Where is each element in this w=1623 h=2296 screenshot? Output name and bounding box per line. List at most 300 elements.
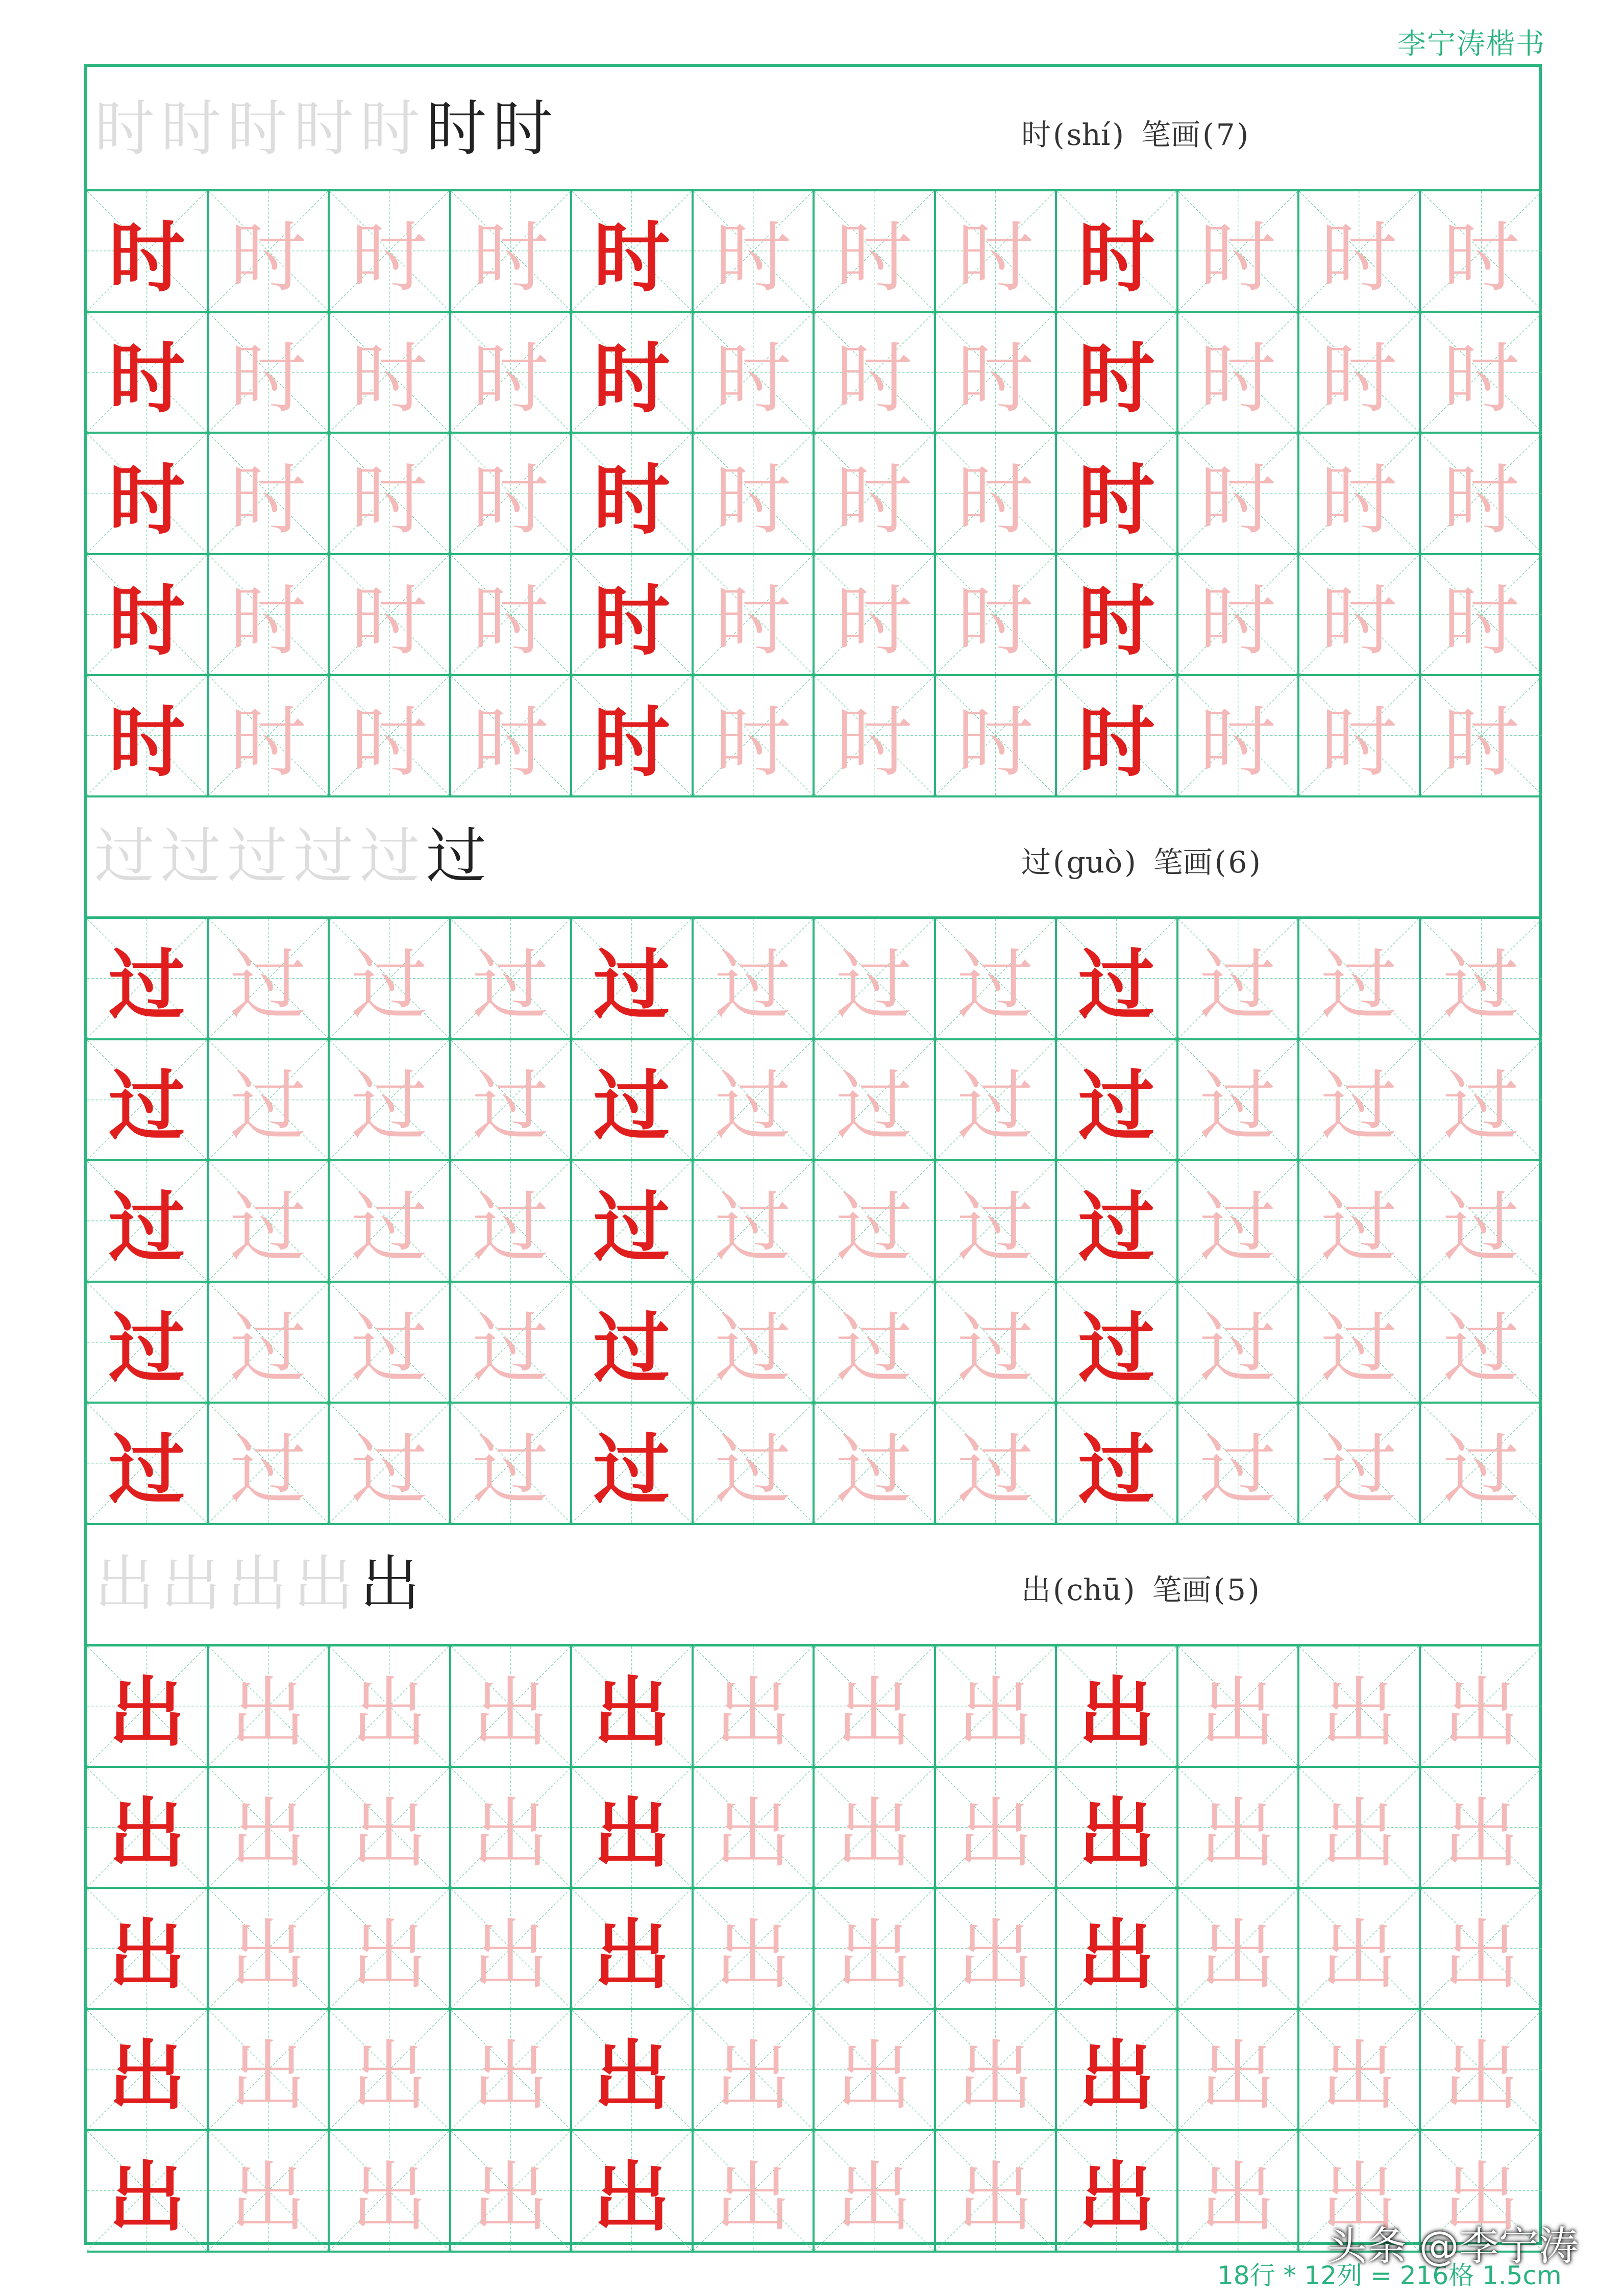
trace-character: 过	[351, 941, 428, 1030]
trace-character: 时	[835, 213, 913, 303]
practice-cell[interactable]	[87, 313, 209, 434]
practice-cell[interactable]	[1299, 313, 1421, 434]
trace-character: 时	[351, 335, 428, 424]
practice-cell[interactable]	[87, 1889, 209, 2010]
practice-cell[interactable]	[1421, 1768, 1542, 1889]
practice-cell[interactable]	[451, 2131, 573, 2253]
model-character: 过	[1078, 1062, 1155, 1152]
model-character: 过	[1078, 941, 1155, 1030]
trace-character: 时	[835, 577, 913, 666]
practice-cell[interactable]	[1178, 191, 1300, 313]
practice-cell[interactable]	[451, 1404, 573, 1525]
practice-cell[interactable]	[1178, 1161, 1300, 1283]
trace-character: 时	[957, 335, 1034, 424]
trace-character: 过	[472, 1062, 549, 1152]
model-character: 出	[1078, 1911, 1155, 2000]
trace-character: 出	[230, 1668, 307, 1758]
trace-character: 时	[1320, 577, 1397, 666]
practice-cell[interactable]	[694, 1646, 815, 1768]
practice-cell[interactable]	[1178, 2010, 1300, 2132]
model-character: 时	[593, 456, 670, 545]
practice-cell[interactable]	[451, 1283, 573, 1404]
practice-cell[interactable]	[1421, 1161, 1542, 1283]
practice-cell[interactable]	[330, 1889, 451, 2010]
practice-cell[interactable]	[87, 1283, 209, 1404]
practice-cell[interactable]	[815, 434, 936, 555]
practice-cell[interactable]	[1299, 434, 1421, 555]
practice-cell[interactable]	[1299, 1646, 1421, 1768]
practice-cell[interactable]	[815, 1768, 936, 1889]
trace-character: 时	[351, 456, 428, 545]
trace-character: 时	[835, 335, 913, 424]
practice-cell[interactable]	[451, 1768, 573, 1889]
practice-cell[interactable]	[936, 1889, 1058, 2010]
practice-cell[interactable]	[815, 191, 936, 313]
section-header	[87, 1522, 1539, 1646]
practice-cell[interactable]	[330, 434, 451, 555]
practice-cell[interactable]	[936, 1646, 1058, 1768]
trace-character: 过	[230, 1305, 307, 1394]
trace-character: 过	[1443, 1426, 1520, 1515]
practice-cell[interactable]	[1421, 1646, 1542, 1768]
practice-cell[interactable]	[330, 313, 451, 434]
practice-cell[interactable]	[1299, 555, 1421, 677]
practice-cell[interactable]	[936, 313, 1058, 434]
practice-cell[interactable]	[1299, 1404, 1421, 1525]
stroke-count: 5	[1227, 1573, 1246, 1607]
trace-character: 出	[472, 2032, 549, 2122]
model-character: 过	[108, 941, 185, 1030]
trace-character: 时	[1199, 335, 1276, 424]
practice-cell[interactable]	[209, 676, 330, 797]
practice-cell[interactable]	[815, 919, 936, 1040]
practice-cell[interactable]	[1421, 1283, 1542, 1404]
practice-cell[interactable]	[1057, 919, 1178, 1040]
practice-cell[interactable]	[87, 1161, 209, 1283]
strokes-label: 笔画	[1141, 117, 1200, 152]
trace-character: 时	[835, 698, 913, 787]
trace-character: 出	[957, 1911, 1034, 2000]
trace-character: 时	[472, 698, 549, 787]
trace-character: 出	[715, 1911, 792, 2000]
trace-character: 出	[351, 2032, 428, 2122]
practice-cell[interactable]	[1057, 2131, 1178, 2253]
practice-cell[interactable]	[451, 313, 573, 434]
trace-character: 时	[1199, 577, 1276, 666]
section-shi	[87, 67, 1539, 794]
pinyin: shí	[1066, 117, 1111, 152]
practice-cell[interactable]	[1057, 1040, 1178, 1162]
practice-cell[interactable]	[451, 434, 573, 555]
trace-character: 过	[1443, 1062, 1520, 1152]
practice-cell[interactable]	[572, 1404, 694, 1525]
stroke-order-row	[91, 1545, 423, 1622]
pinyin: chū	[1066, 1573, 1121, 1607]
practice-cell[interactable]	[815, 313, 936, 434]
trace-character: 出	[351, 2153, 428, 2242]
practice-cell[interactable]	[572, 434, 694, 555]
practice-cell[interactable]	[1057, 313, 1178, 434]
trace-character: 过	[1199, 1305, 1276, 1394]
practice-cell[interactable]	[209, 555, 330, 677]
practice-cell[interactable]	[330, 555, 451, 677]
trace-character: 出	[835, 1790, 913, 1879]
practice-cell[interactable]	[572, 555, 694, 677]
trace-character: 过	[1320, 1062, 1397, 1152]
practice-cell[interactable]	[209, 1161, 330, 1283]
section-guo	[87, 794, 1539, 1522]
practice-cell[interactable]	[815, 1404, 936, 1525]
stroke-step: 过	[160, 821, 221, 891]
practice-cell[interactable]	[936, 1161, 1058, 1283]
stroke-step: 出	[359, 1549, 420, 1619]
trace-character: 过	[957, 1305, 1034, 1394]
trace-character: 出	[230, 1911, 307, 2000]
practice-cell[interactable]	[1178, 313, 1300, 434]
trace-character: 过	[715, 1426, 792, 1515]
trace-character: 时	[351, 577, 428, 666]
practice-cell[interactable]	[572, 2010, 694, 2132]
trace-character: 时	[835, 456, 913, 545]
practice-sheet	[84, 64, 1542, 2245]
trace-character: 过	[957, 941, 1034, 1030]
practice-cell[interactable]	[694, 919, 815, 1040]
trace-character: 出	[957, 1790, 1034, 1879]
stroke-step: 过	[227, 821, 287, 891]
practice-cell[interactable]	[1421, 919, 1542, 1040]
trace-character: 出	[351, 1790, 428, 1879]
practice-cell[interactable]	[1057, 434, 1178, 555]
model-character: 出	[593, 1911, 670, 2000]
practice-cell[interactable]	[1299, 191, 1421, 313]
practice-cell[interactable]	[87, 434, 209, 555]
trace-character: 出	[1320, 1790, 1397, 1879]
practice-cell[interactable]	[330, 1161, 451, 1283]
practice-cell[interactable]	[451, 2010, 573, 2132]
practice-cell[interactable]	[330, 676, 451, 797]
practice-cell[interactable]	[572, 313, 694, 434]
trace-character: 出	[957, 2032, 1034, 2122]
practice-cell[interactable]	[694, 1161, 815, 1283]
stroke-step: 过	[426, 821, 486, 891]
stroke-count: 7	[1216, 117, 1235, 152]
trace-character: 过	[1199, 1062, 1276, 1152]
practice-cell[interactable]	[209, 2010, 330, 2132]
practice-cell[interactable]	[1057, 1161, 1178, 1283]
practice-cell[interactable]	[209, 313, 330, 434]
practice-cell[interactable]	[451, 1040, 573, 1162]
model-character: 过	[593, 1062, 670, 1152]
practice-cell[interactable]	[451, 1646, 573, 1768]
practice-cell[interactable]	[451, 1161, 573, 1283]
char-info: 过 ( guò ) 笔画 ( 6 )	[1021, 838, 1261, 881]
stroke-order-row	[91, 90, 556, 167]
practice-cell[interactable]	[87, 1646, 209, 1768]
practice-cell[interactable]	[936, 1404, 1058, 1525]
trace-character: 出	[1443, 1911, 1520, 2000]
trace-character: 时	[1320, 335, 1397, 424]
practice-cell[interactable]	[1057, 1768, 1178, 1889]
trace-character: 过	[1443, 941, 1520, 1030]
practice-cell[interactable]	[1057, 1646, 1178, 1768]
practice-cell[interactable]	[1178, 434, 1300, 555]
practice-cell[interactable]	[1421, 313, 1542, 434]
trace-character: 过	[835, 941, 913, 1030]
practice-cell[interactable]	[209, 434, 330, 555]
practice-cell[interactable]	[1299, 2010, 1421, 2132]
model-character: 出	[108, 2153, 185, 2242]
stroke-step: 出	[227, 1549, 287, 1619]
practice-cell[interactable]	[209, 1889, 330, 2010]
practice-cell[interactable]	[815, 2131, 936, 2253]
practice-cell[interactable]	[1178, 676, 1300, 797]
practice-cell[interactable]	[87, 1768, 209, 1889]
practice-cell[interactable]	[694, 2131, 815, 2253]
practice-cell[interactable]	[694, 191, 815, 313]
trace-character: 时	[230, 335, 307, 424]
trace-character: 出	[472, 1668, 549, 1758]
practice-cell[interactable]	[694, 1889, 815, 2010]
trace-character: 出	[1320, 1911, 1397, 2000]
practice-cell[interactable]	[87, 1404, 209, 1525]
practice-cell[interactable]	[815, 1161, 936, 1283]
stroke-step: 时	[94, 93, 155, 164]
practice-cell[interactable]	[572, 1889, 694, 2010]
practice-cell[interactable]	[1421, 1889, 1542, 2010]
practice-cell[interactable]	[330, 2131, 451, 2253]
practice-cell[interactable]	[694, 1283, 815, 1404]
practice-cell[interactable]	[1178, 1889, 1300, 2010]
practice-cell[interactable]	[694, 1768, 815, 1889]
trace-character: 出	[1443, 2032, 1520, 2122]
practice-cell[interactable]	[1299, 676, 1421, 797]
practice-cell[interactable]	[209, 1646, 330, 1768]
practice-cell[interactable]	[209, 919, 330, 1040]
trace-character: 过	[1320, 1183, 1397, 1272]
practice-cell[interactable]	[451, 676, 573, 797]
practice-cell[interactable]	[209, 1283, 330, 1404]
model-character: 过	[1078, 1305, 1155, 1394]
model-character: 时	[108, 456, 185, 545]
practice-cell[interactable]	[936, 919, 1058, 1040]
practice-cell[interactable]	[330, 919, 451, 1040]
trace-character: 出	[715, 2153, 792, 2242]
stroke-step: 时	[293, 93, 354, 164]
practice-cell[interactable]	[330, 191, 451, 313]
trace-character: 过	[230, 1183, 307, 1272]
practice-cell[interactable]	[572, 1161, 694, 1283]
trace-character: 时	[715, 335, 792, 424]
practice-cell[interactable]	[936, 2131, 1058, 2253]
practice-cell[interactable]	[694, 676, 815, 797]
trace-character: 出	[835, 1911, 913, 2000]
char-info: 时 ( shí ) 笔画 ( 7 )	[1021, 111, 1248, 154]
model-character: 过	[1078, 1426, 1155, 1515]
practice-cell[interactable]	[1299, 1889, 1421, 2010]
practice-cell[interactable]	[572, 1283, 694, 1404]
practice-cell[interactable]	[815, 1646, 936, 1768]
trace-character: 时	[472, 577, 549, 666]
practice-cell[interactable]	[1299, 919, 1421, 1040]
practice-cell[interactable]	[572, 919, 694, 1040]
practice-cell[interactable]	[87, 676, 209, 797]
practice-cell[interactable]	[694, 434, 815, 555]
trace-character: 时	[1199, 213, 1276, 303]
trace-character: 出	[1320, 2032, 1397, 2122]
practice-cell[interactable]	[1057, 1404, 1178, 1525]
practice-cell[interactable]	[572, 676, 694, 797]
practice-cell[interactable]	[87, 1040, 209, 1162]
trace-character: 时	[1443, 577, 1520, 666]
trace-character: 时	[715, 456, 792, 545]
practice-cell[interactable]	[1178, 555, 1300, 677]
practice-cell[interactable]	[936, 2010, 1058, 2132]
practice-cell[interactable]	[330, 1768, 451, 1889]
trace-character: 时	[230, 698, 307, 787]
practice-cell[interactable]	[1299, 1768, 1421, 1889]
practice-cell[interactable]	[815, 1283, 936, 1404]
practice-cell[interactable]	[572, 1768, 694, 1889]
trace-character: 时	[1199, 456, 1276, 545]
strokes-label: 笔画	[1152, 1573, 1212, 1607]
model-character: 时	[108, 698, 185, 787]
practice-cell[interactable]	[936, 676, 1058, 797]
practice-cell[interactable]	[936, 555, 1058, 677]
practice-cell[interactable]	[451, 191, 573, 313]
trace-character: 过	[230, 1426, 307, 1515]
trace-character: 过	[957, 1426, 1034, 1515]
stroke-step: 时	[359, 93, 420, 164]
practice-cell[interactable]	[451, 555, 573, 677]
practice-cell[interactable]	[815, 1889, 936, 2010]
model-character: 过	[108, 1426, 185, 1515]
practice-cell[interactable]	[451, 919, 573, 1040]
practice-cell[interactable]	[694, 313, 815, 434]
practice-cell[interactable]	[1178, 1040, 1300, 1162]
practice-cell[interactable]	[1421, 555, 1542, 677]
trace-character: 过	[957, 1183, 1034, 1272]
practice-cell[interactable]	[694, 1040, 815, 1162]
practice-cell[interactable]	[936, 1768, 1058, 1889]
trace-character: 出	[1199, 2153, 1276, 2242]
practice-cell[interactable]	[1057, 676, 1178, 797]
practice-cell[interactable]	[330, 1646, 451, 1768]
model-character: 出	[1078, 2153, 1155, 2242]
watermark: 头条 @李宁涛	[1327, 2224, 1579, 2269]
practice-cell[interactable]	[1178, 1646, 1300, 1768]
practice-cell[interactable]	[1057, 1283, 1178, 1404]
practice-cell[interactable]	[330, 2010, 451, 2132]
trace-character: 出	[835, 1668, 913, 1758]
char-label: 时	[1021, 117, 1051, 152]
model-character: 时	[1078, 698, 1155, 787]
trace-character: 过	[835, 1183, 913, 1272]
trace-character: 过	[715, 1305, 792, 1394]
model-character: 过	[593, 1426, 670, 1515]
practice-cell[interactable]	[1299, 1161, 1421, 1283]
practice-cell[interactable]	[1421, 434, 1542, 555]
practice-cell[interactable]	[1421, 191, 1542, 313]
practice-cell[interactable]	[936, 434, 1058, 555]
practice-cell[interactable]	[1057, 191, 1178, 313]
practice-cell[interactable]	[209, 191, 330, 313]
trace-character: 时	[230, 456, 307, 545]
practice-cell[interactable]	[694, 555, 815, 677]
practice-cell[interactable]	[572, 1646, 694, 1768]
practice-cell[interactable]	[1178, 1404, 1300, 1525]
practice-cell[interactable]	[1178, 1768, 1300, 1889]
practice-cell[interactable]	[936, 1283, 1058, 1404]
practice-cell[interactable]	[330, 1404, 451, 1525]
trace-character: 出	[1199, 2032, 1276, 2122]
practice-cell[interactable]	[815, 2010, 936, 2132]
practice-cell[interactable]	[1421, 1040, 1542, 1162]
trace-character: 出	[957, 1668, 1034, 1758]
model-character: 时	[593, 335, 670, 424]
practice-cell[interactable]	[572, 2131, 694, 2253]
practice-cell[interactable]	[936, 191, 1058, 313]
trace-character: 时	[472, 335, 549, 424]
model-character: 过	[593, 1305, 670, 1394]
practice-cell[interactable]	[572, 1040, 694, 1162]
model-character: 出	[593, 1790, 670, 1879]
practice-cell[interactable]	[330, 1283, 451, 1404]
trace-character: 时	[1199, 698, 1276, 787]
practice-cell[interactable]	[1299, 1040, 1421, 1162]
model-character: 时	[108, 213, 185, 303]
practice-cell[interactable]	[1421, 1404, 1542, 1525]
practice-cell[interactable]	[451, 1889, 573, 2010]
practice-cell[interactable]	[815, 676, 936, 797]
practice-cell[interactable]	[330, 1040, 451, 1162]
practice-cell[interactable]	[1057, 1889, 1178, 2010]
practice-cell[interactable]	[87, 555, 209, 677]
practice-cell[interactable]	[87, 2131, 209, 2253]
model-character: 出	[108, 1790, 185, 1879]
practice-cell[interactable]	[1057, 2010, 1178, 2132]
model-character: 时	[108, 577, 185, 666]
practice-cell[interactable]	[87, 2010, 209, 2132]
trace-character: 时	[957, 456, 1034, 545]
practice-cell[interactable]	[694, 2010, 815, 2132]
model-character: 时	[593, 213, 670, 303]
model-character: 时	[593, 577, 670, 666]
practice-cell[interactable]	[1178, 919, 1300, 1040]
practice-cell[interactable]	[87, 919, 209, 1040]
practice-cell[interactable]	[1421, 676, 1542, 797]
practice-cell[interactable]	[936, 1040, 1058, 1162]
practice-cell[interactable]	[572, 191, 694, 313]
practice-cell[interactable]	[1299, 1283, 1421, 1404]
grid-spec-note: 18行 * 12列 = 216格 1.5cm	[1217, 2261, 1562, 2290]
practice-cell[interactable]	[815, 1040, 936, 1162]
practice-cell[interactable]	[1178, 2131, 1300, 2253]
trace-character: 出	[1199, 1790, 1276, 1879]
practice-cell[interactable]	[209, 1040, 330, 1162]
trace-character: 过	[351, 1305, 428, 1394]
practice-cell[interactable]	[209, 1768, 330, 1889]
practice-cell[interactable]	[815, 555, 936, 677]
trace-character: 过	[1199, 1426, 1276, 1515]
practice-cell[interactable]	[1057, 555, 1178, 677]
model-character: 时	[1078, 456, 1155, 545]
practice-cell[interactable]	[1178, 1283, 1300, 1404]
practice-cell[interactable]	[209, 1404, 330, 1525]
practice-cell[interactable]	[87, 191, 209, 313]
practice-cell[interactable]	[1421, 2010, 1542, 2132]
practice-cell[interactable]	[209, 2131, 330, 2253]
practice-cell[interactable]	[694, 1404, 815, 1525]
